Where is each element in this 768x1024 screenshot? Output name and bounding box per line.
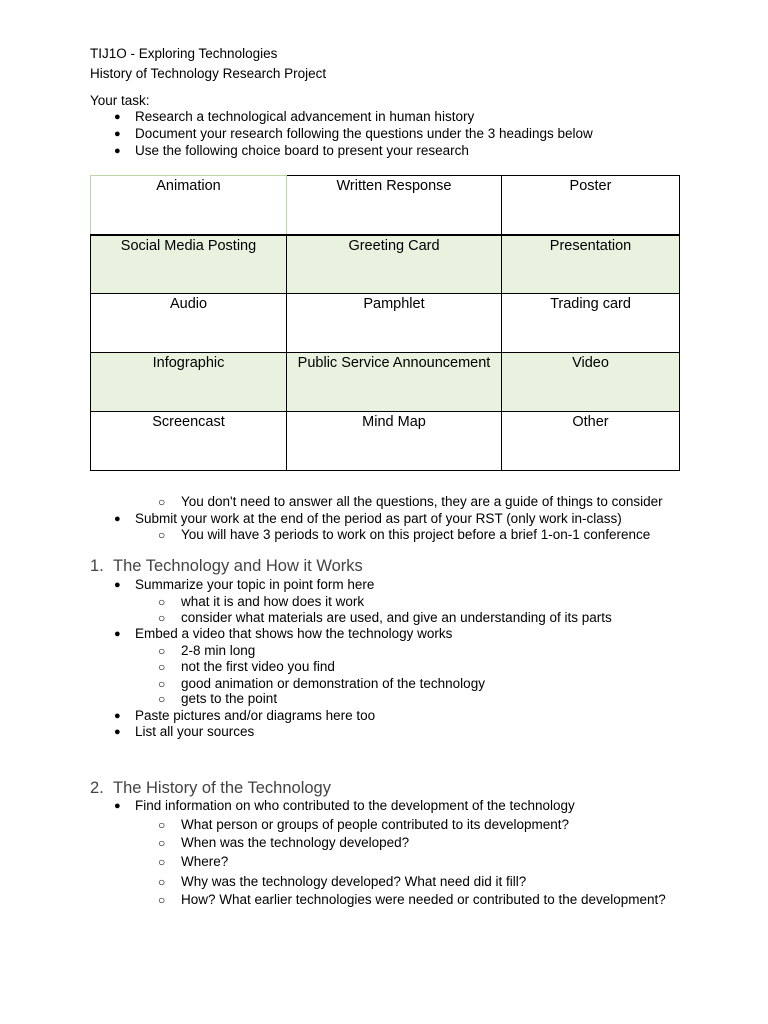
- board-cell: Written Response: [287, 176, 502, 235]
- sub-bullet-icon: ○: [158, 875, 166, 889]
- sub-bullet-icon: ○: [158, 495, 166, 509]
- bullet-icon: ●: [114, 128, 121, 140]
- bullet-icon: ●: [114, 710, 121, 722]
- sub-bullet-icon: ○: [158, 611, 166, 625]
- list-item: good animation or demonstration of the technology: [181, 676, 485, 691]
- sub-bullet-icon: ○: [158, 595, 166, 609]
- list-item: List all your sources: [135, 724, 255, 739]
- sub-bullet-icon: ○: [158, 692, 166, 706]
- list-item: What person or groups of people contributed to its development?: [181, 817, 569, 832]
- note-text: You don't need to answer all the questions, they are a guide of things to consider: [181, 494, 663, 509]
- list-item: 2-8 min long: [181, 643, 256, 658]
- board-cell: Social Media Posting: [91, 235, 287, 294]
- task-item: Use the following choice board to present your research: [135, 143, 469, 158]
- board-cell: Presentation: [502, 235, 680, 294]
- section-heading: The History of the Technology: [113, 779, 331, 797]
- board-cell: Greeting Card: [287, 235, 502, 294]
- bullet-icon: ●: [114, 628, 121, 640]
- list-item: consider what materials are used, and give an understanding of its parts: [181, 610, 612, 625]
- board-cell: Mind Map: [287, 412, 502, 471]
- task-label: Your task:: [90, 93, 150, 108]
- list-item: How? What earlier technologies were needed or contributed to the development?: [181, 892, 666, 907]
- sub-bullet-icon: ○: [158, 528, 166, 542]
- bullet-icon: ●: [114, 800, 121, 812]
- board-cell: Video: [502, 353, 680, 412]
- section-number: 1.: [90, 557, 104, 575]
- project-title: History of Technology Research Project: [90, 66, 327, 81]
- sub-bullet-icon: ○: [158, 677, 166, 691]
- bullet-icon: ●: [114, 145, 121, 157]
- sub-bullet-icon: ○: [158, 660, 166, 674]
- list-item: When was the technology developed?: [181, 835, 410, 850]
- board-cell: Screencast: [91, 412, 287, 471]
- board-cell: Public Service Announcement: [287, 353, 502, 412]
- task-item: Document your research following the questions under the 3 headings below: [135, 126, 593, 141]
- course-title: TIJ1O - Exploring Technologies: [90, 46, 278, 61]
- periods-text: You will have 3 periods to work on this project before a brief 1-on-1 conference: [181, 527, 651, 542]
- bullet-icon: ●: [114, 513, 121, 525]
- list-item: Embed a video that shows how the technology works: [135, 626, 453, 641]
- board-cell: Trading card: [502, 294, 680, 353]
- sub-bullet-icon: ○: [158, 836, 166, 850]
- bullet-icon: ●: [114, 726, 121, 738]
- section-number: 2.: [90, 779, 104, 797]
- submit-text: Submit your work at the end of the period as part of your RST (only work in-class): [135, 511, 622, 526]
- task-item: Research a technological advancement in human history: [135, 109, 475, 124]
- board-cell: Other: [502, 412, 680, 471]
- list-item: Where?: [181, 854, 229, 869]
- bullet-icon: ●: [114, 111, 121, 123]
- list-item: Find information on who contributed to the development of the technology: [135, 798, 575, 813]
- list-item: Paste pictures and/or diagrams here too: [135, 708, 376, 723]
- board-cell: Infographic: [91, 353, 287, 412]
- list-item: Summarize your topic in point form here: [135, 577, 375, 592]
- sub-bullet-icon: ○: [158, 855, 166, 869]
- sub-bullet-icon: ○: [158, 818, 166, 832]
- sub-bullet-icon: ○: [158, 893, 166, 907]
- sub-bullet-icon: ○: [158, 644, 166, 658]
- board-cell: Poster: [502, 176, 680, 235]
- list-item: Why was the technology developed? What need did it fill?: [181, 874, 527, 889]
- choice-board-table: [90, 175, 680, 471]
- list-item: not the first video you find: [181, 659, 335, 674]
- bullet-icon: ●: [114, 579, 121, 591]
- board-cell: Pamphlet: [287, 294, 502, 353]
- board-cell: Audio: [91, 294, 287, 353]
- list-item: what it is and how does it work: [181, 594, 365, 609]
- list-item: gets to the point: [181, 691, 278, 706]
- board-cell: Animation: [91, 176, 287, 235]
- section-heading: The Technology and How it Works: [113, 557, 363, 575]
